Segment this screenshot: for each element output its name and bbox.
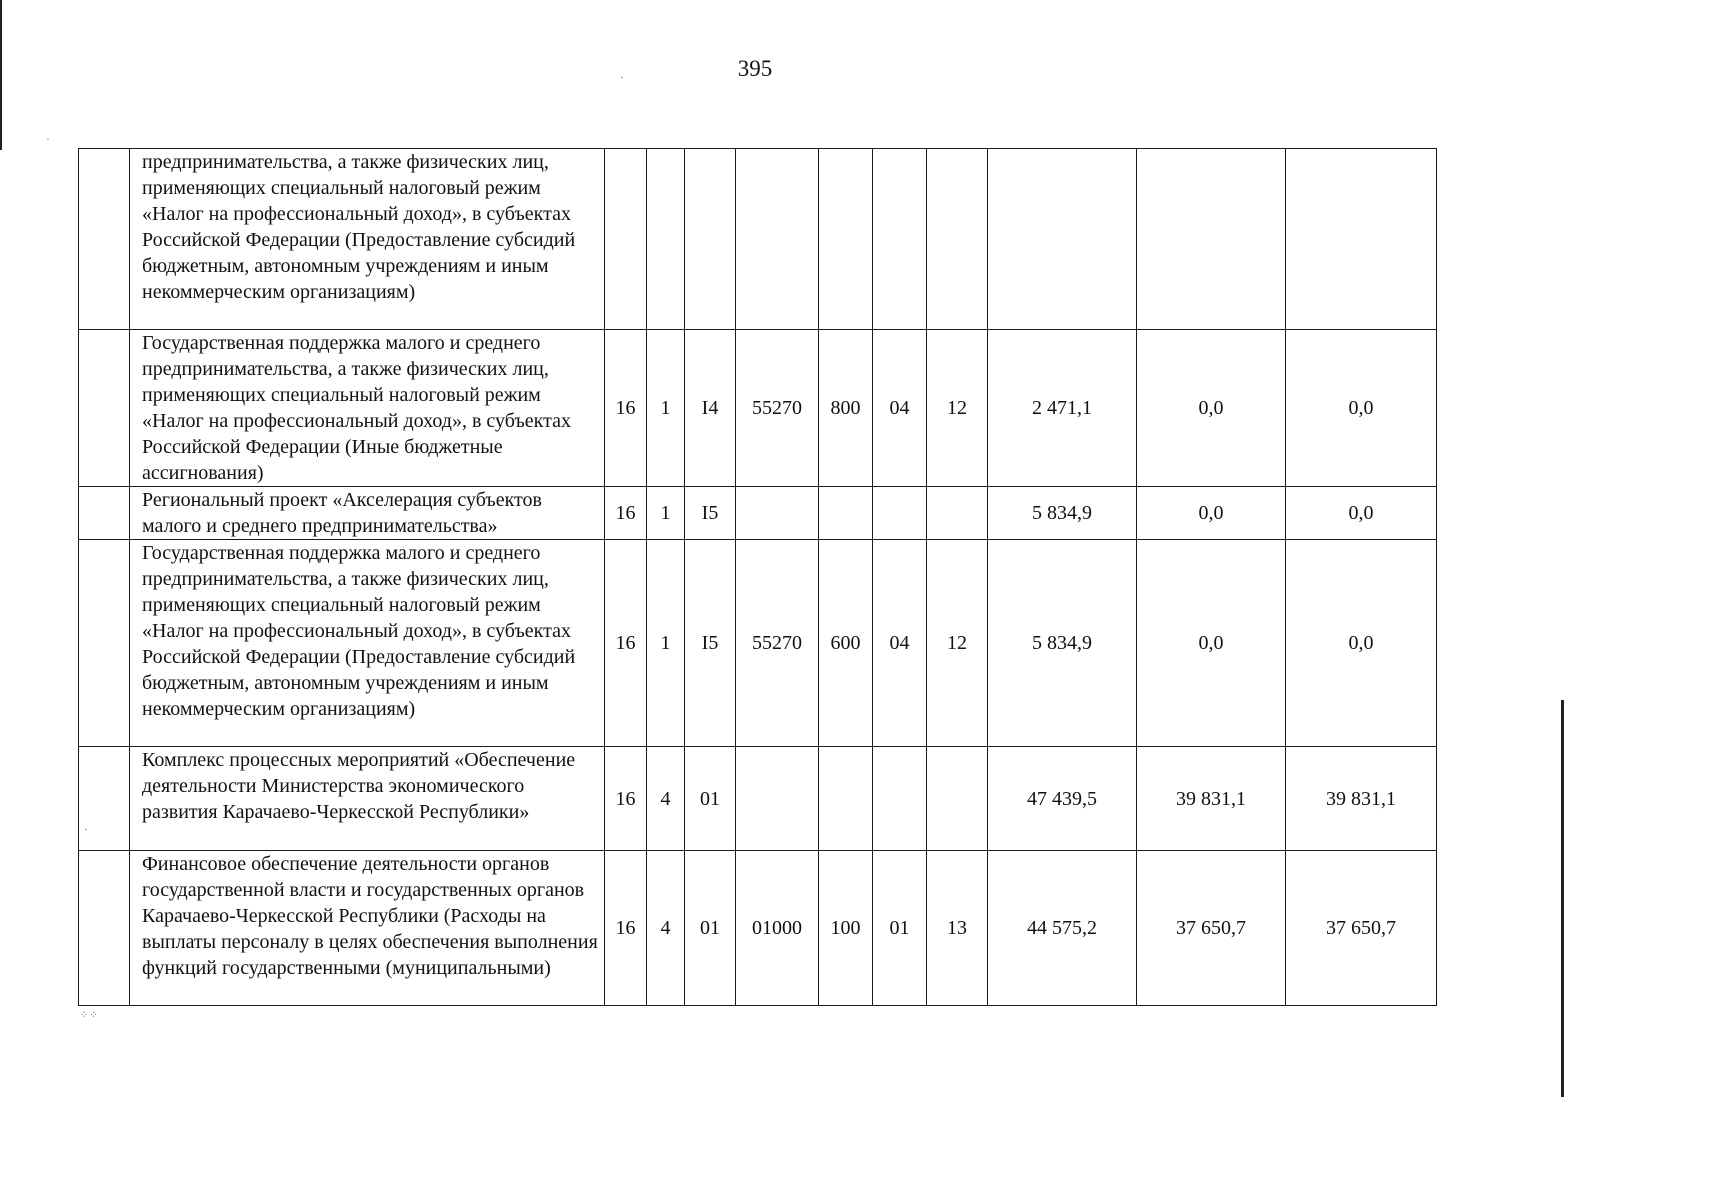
amount-cell: 5 834,9: [988, 540, 1137, 747]
code-cell: [927, 747, 988, 851]
amount-cell: 0,0: [1137, 540, 1286, 747]
code-cell: 600: [819, 540, 873, 747]
code-cell: 100: [819, 851, 873, 1006]
code-cell: [736, 487, 819, 540]
amount-cell: 39 831,1: [1137, 747, 1286, 851]
amount-cell: 0,0: [1137, 330, 1286, 487]
code-cell: [819, 487, 873, 540]
table-row: [79, 330, 1437, 487]
code-cell: I5: [685, 540, 736, 747]
amount-cell: 37 650,7: [1137, 851, 1286, 1006]
code-cell: 04: [873, 330, 927, 487]
amount-cell: 2 471,1: [988, 330, 1137, 487]
code-cell: 12: [927, 330, 988, 487]
row-marker-cell: [79, 747, 130, 851]
code-cell: 12: [927, 540, 988, 747]
code-cell: 16: [605, 747, 647, 851]
code-cell: [819, 747, 873, 851]
code-cell: [873, 747, 927, 851]
amount-cell: [1286, 149, 1437, 330]
item-name: Финансовое обеспечение деятельности органов государственной власти и государственных органов Карачаево-Черкесской Республики (Расходы на выплаты персоналу в целях обеспечения выполнения функций государственными (муниципальными): [130, 851, 605, 1006]
amount-cell: 5 834,9: [988, 487, 1137, 540]
code-cell: [927, 149, 988, 330]
table-row: [79, 747, 1437, 851]
code-cell: [873, 149, 927, 330]
code-cell: 1: [647, 540, 685, 747]
code-cell: 01000: [736, 851, 819, 1006]
amount-cell: [1137, 149, 1286, 330]
scan-edge-right: [1561, 700, 1564, 1097]
code-cell: 04: [873, 540, 927, 747]
row-marker-cell: [79, 330, 130, 487]
table-row: [79, 540, 1437, 747]
code-cell: 16: [605, 540, 647, 747]
scan-speck: ·: [84, 822, 88, 836]
amount-cell: 0,0: [1286, 540, 1437, 747]
amount-cell: 0,0: [1137, 487, 1286, 540]
code-cell: 16: [605, 330, 647, 487]
code-cell: I5: [685, 487, 736, 540]
item-name: Региональный проект «Акселерация субъектов малого и среднего предпринимательства»: [130, 487, 605, 540]
item-name: Государственная поддержка малого и среднего предпринимательства, а также физических лиц, применяющих специальный налоговый режим «Налог на профессиональный доход», в субъектах Российской Федерации (Иные бюджетные ассигнования): [130, 330, 605, 487]
budget-table: [78, 148, 1437, 1006]
code-cell: 01: [685, 747, 736, 851]
code-cell: 01: [685, 851, 736, 1006]
item-name: Комплекс процессных мероприятий «Обеспечение деятельности Министерства экономического развития Карачаево-Черкесской Республики»: [130, 747, 605, 851]
scan-speck: ·: [46, 132, 50, 146]
code-cell: 4: [647, 747, 685, 851]
amount-cell: 44 575,2: [988, 851, 1137, 1006]
code-cell: 55270: [736, 330, 819, 487]
code-cell: 1: [647, 330, 685, 487]
code-cell: [927, 487, 988, 540]
amount-cell: 47 439,5: [988, 747, 1137, 851]
code-cell: 1: [647, 487, 685, 540]
amount-cell: 0,0: [1286, 330, 1437, 487]
code-cell: 01: [873, 851, 927, 1006]
item-name: предпринимательства, а также физических лиц, применяющих специальный налоговый режим «Налог на профессиональный доход», в субъектах Российской Федерации (Предоставление субсидий бюджетным, автономным учреждениям и иным некоммерческим организациям): [130, 149, 605, 330]
code-cell: 16: [605, 487, 647, 540]
code-cell: [736, 149, 819, 330]
code-cell: 55270: [736, 540, 819, 747]
code-cell: [873, 487, 927, 540]
code-cell: 13: [927, 851, 988, 1006]
code-cell: [736, 747, 819, 851]
code-cell: 4: [647, 851, 685, 1006]
table-row: [79, 487, 1437, 540]
amount-cell: 0,0: [1286, 487, 1437, 540]
code-cell: 800: [819, 330, 873, 487]
amount-cell: [988, 149, 1137, 330]
code-cell: [685, 149, 736, 330]
code-cell: [647, 149, 685, 330]
scan-speck: ·: [620, 70, 624, 84]
code-cell: 16: [605, 851, 647, 1006]
row-marker-cell: [79, 540, 130, 747]
table-row: [79, 851, 1437, 1006]
table-row: [79, 149, 1437, 330]
amount-cell: 37 650,7: [1286, 851, 1437, 1006]
code-cell: [819, 149, 873, 330]
amount-cell: 39 831,1: [1286, 747, 1437, 851]
scan-speck: ⁘⁘: [80, 1010, 99, 1021]
code-cell: I4: [685, 330, 736, 487]
page-number: 395: [737, 56, 773, 81]
row-marker-cell: [79, 487, 130, 540]
row-marker-cell: [79, 851, 130, 1006]
item-name: Государственная поддержка малого и среднего предпринимательства, а также физических лиц, применяющих специальный налоговый режим «Налог на профессиональный доход», в субъектах Российской Федерации (Предоставление субсидий бюджетным, автономным учреждениям и иным некоммерческим организациям): [130, 540, 605, 747]
row-marker-cell: [79, 149, 130, 330]
code-cell: [605, 149, 647, 330]
